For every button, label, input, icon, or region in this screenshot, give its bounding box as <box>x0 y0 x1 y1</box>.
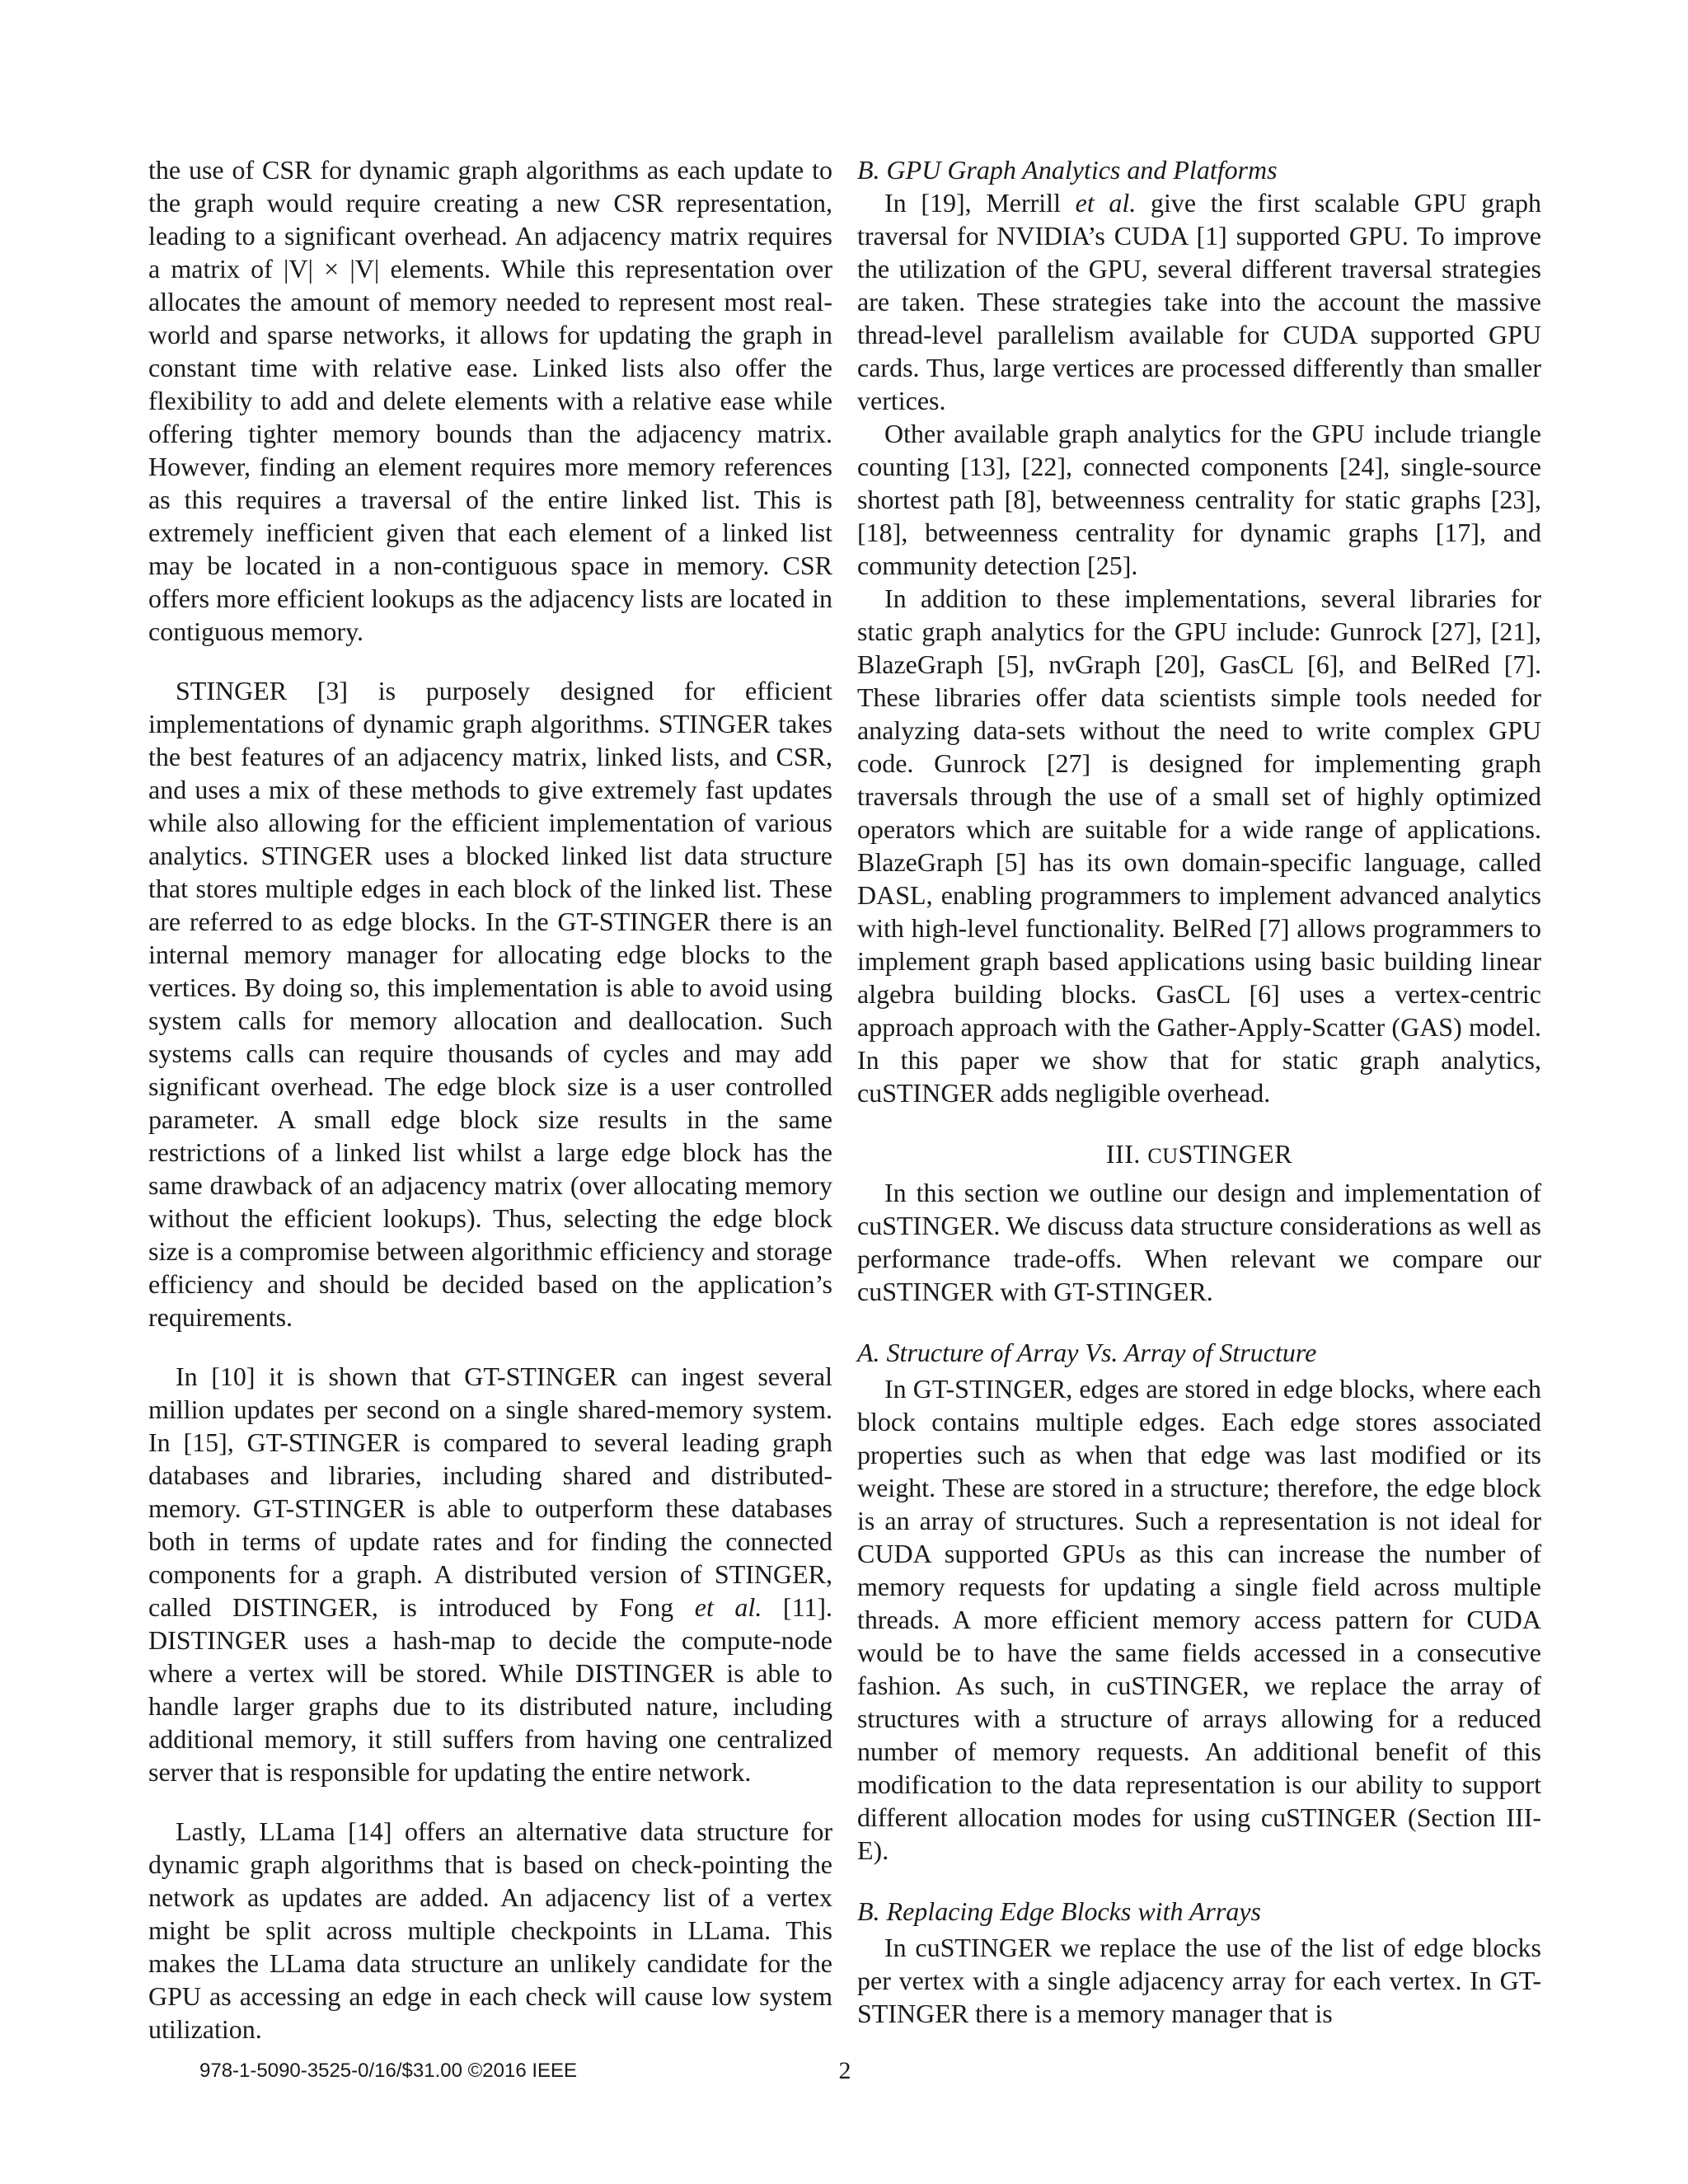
subsection-heading: B. Replacing Edge Blocks with Arrays <box>857 1896 1261 1926</box>
text-run: [11]. DISTINGER uses a hash-map to decide the compute-node where a vertex will be stored. While DISTINGER is able to handle larger graphs due to its distributed nature, including additional memory, it still suffers from having one centralized server that is responsible for updating the entire network. <box>148 1592 833 1787</box>
left-column <box>148 153 832 2046</box>
body-paragraph <box>857 186 1541 417</box>
page-number: 2 <box>838 2057 851 2084</box>
body-paragraph: Lastly, LLama [14] offers an alternative data structure for dynamic graph algorithms that is based on check-pointing the network as updates are added. An adjacency list of a vertex might be split across multiple checkpoints in LLama. This makes the LLama data structure an unlikely candidate for the GPU as accessing an edge in each check will cause low system utilization. <box>148 1816 832 2044</box>
subsection-heading: A. Structure of Array Vs. Array of Structure <box>857 1338 1317 1367</box>
body-paragraph: In addition to these implementations, several libraries for static graph analytics for the GPU include: Gunrock [27], [21], BlazeGraph [5], nvGraph [20], GasCL [6], and BelRed [7]. These libraries offer data scientists simple tools needed for analyzing data-sets without the need to write complex GPU code. Gunrock [27] is designed for implementing graph traversals through the use of a small set of highly optimized operators which are suitable for a wide range of applications. BlazeGraph [5] has its own domain-specific language, called DASL, enabling programmers to implement advanced analytics with high-level functionality. BelRed [7] allows programmers to implement graph based applications using basic building linear algebra building blocks. GasCL [6] uses a vertex-centric approach approach with the Gather-Apply-Scatter (GAS) model. In this paper we show that for static graph analytics, cuSTINGER adds negligible overhead. <box>857 583 1541 1108</box>
text-run: In [10] it is shown that GT-STINGER can ingest several million updates per second on a single shared-memory system. In [15], GT-STINGER is compared to several leading graph databases and libraries, including shared and distributed-memory. GT-STINGER is able to outperform these databases both in terms of update rates and for finding the connected components for a graph. A distributed version of STINGER, called DISTINGER, is introduced by Fong <box>148 1361 832 1622</box>
body-paragraph: In this section we outline our design and implementation of cuSTINGER. We discuss data structure considerations as well as performance trade-offs. When relevant we compare our cuSTINGER with GT-STINGER. <box>857 1178 1541 1306</box>
text-run: In [19], Merrill <box>884 188 1061 218</box>
text-run: give the first scalable GPU graph traversal for NVIDIA’s CUDA [1] supported GPU. To improve the utilization of the GPU, several different traversal strategies are taken. These strategies take into the account the massive thread-level parallelism available for CUDA supported GPU cards. Thus, large vertices are processed differently than smaller vertices. <box>857 188 1542 415</box>
et-al: et al. <box>1075 188 1137 218</box>
right-column <box>857 153 1541 2030</box>
section-heading <box>857 1137 1541 1173</box>
body-paragraph: Other available graph analytics for the GPU include triangle counting [13], [22], connected components [24], single-source shortest path [8], betweenness centrality for static graphs [23], [18], betweenness centrality for dynamic graphs [17], and community detection [25]. <box>857 419 1541 580</box>
body-paragraph: the use of CSR for dynamic graph algorithms as each update to the graph would require creating a new CSR representation, leading to a significant overhead. An adjacency matrix requires a matrix of |V| × |V| elements. While this representation over allocates the amount of memory needed to represent most real-world and sparse networks, it allows for updating the graph in constant time with relative ease. Linked lists also offer the flexibility to add and delete elements with a relative ease while offering tighter memory bounds than the adjacency matrix. However, finding an element requires more memory references as this requires a traversal of the entire linked list. This is extremely inefficient given that each element of a linked list may be located in a non-contiguous space in memory. CSR offers more efficient lookups as the adjacency lists are located in contiguous memory. <box>148 155 832 646</box>
body-paragraph: STINGER [3] is purposely designed for efficient implementations of dynamic graph algorithms. STINGER takes the best features of an adjacency matrix, linked lists, and CSR, and uses a mix of these methods to give extremely fast updates while also allowing for the efficient implementation of various analytics. STINGER uses a blocked linked list data structure that stores multiple edges in each block of the linked list. These are referred to as edge blocks. In the GT-STINGER there is an internal memory manager for allocating edge blocks to the vertices. By doing so, this implementation is able to avoid using system calls for memory allocation and deallocation. Such systems calls can require thousands of cycles and may add significant overhead. The edge block size is a user controlled parameter. A small edge block size results in the same restrictions of a linked list whilst a large edge block has the same drawback of an adjacency matrix (over allocating memory without the efficient lookups). Thus, selecting the edge block size is a compromise between algorithmic efficiency and storage efficiency and should be decided based on the application’s requirements. <box>148 676 832 1332</box>
footer-copyright: 978-1-5090-3525-0/16/$31.00 ©2016 IEEE <box>199 2060 578 2082</box>
body-paragraph <box>148 1360 832 1788</box>
body-paragraph: In GT-STINGER, edges are stored in edge blocks, where each block contains multiple edges. Each edge stores associated properties such as when that edge was last modified or its weight. These are stored in a structure; therefore, the edge block is an array of structures. Such a representation is not ideal for CUDA supported GPUs as this can increase the number of memory requests for updating a single field across multiple threads. A more efficient memory access pattern for CUDA would be to have the same fields accessed in a consecutive fashion. As such, in cuSTINGER, we replace the array of structures with a structure of arrays allowing for a reduced number of memory requests. An additional benefit of this modification to the data representation is our ability to support different allocation modes for using cuSTINGER (Section III-E). <box>857 1374 1541 1865</box>
et-al: et al. <box>694 1592 762 1622</box>
body-paragraph: In cuSTINGER we replace the use of the list of edge blocks per vertex with a single adjacency array for each vertex. In GT-STINGER there is a memory manager that is <box>857 1933 1541 2028</box>
section-number: III. <box>1105 1139 1141 1169</box>
section-title: STINGER <box>1178 1139 1293 1169</box>
subsection-heading: B. GPU Graph Analytics and Platforms <box>857 155 1278 185</box>
section-title-smallcaps: CU <box>1147 1144 1179 1168</box>
